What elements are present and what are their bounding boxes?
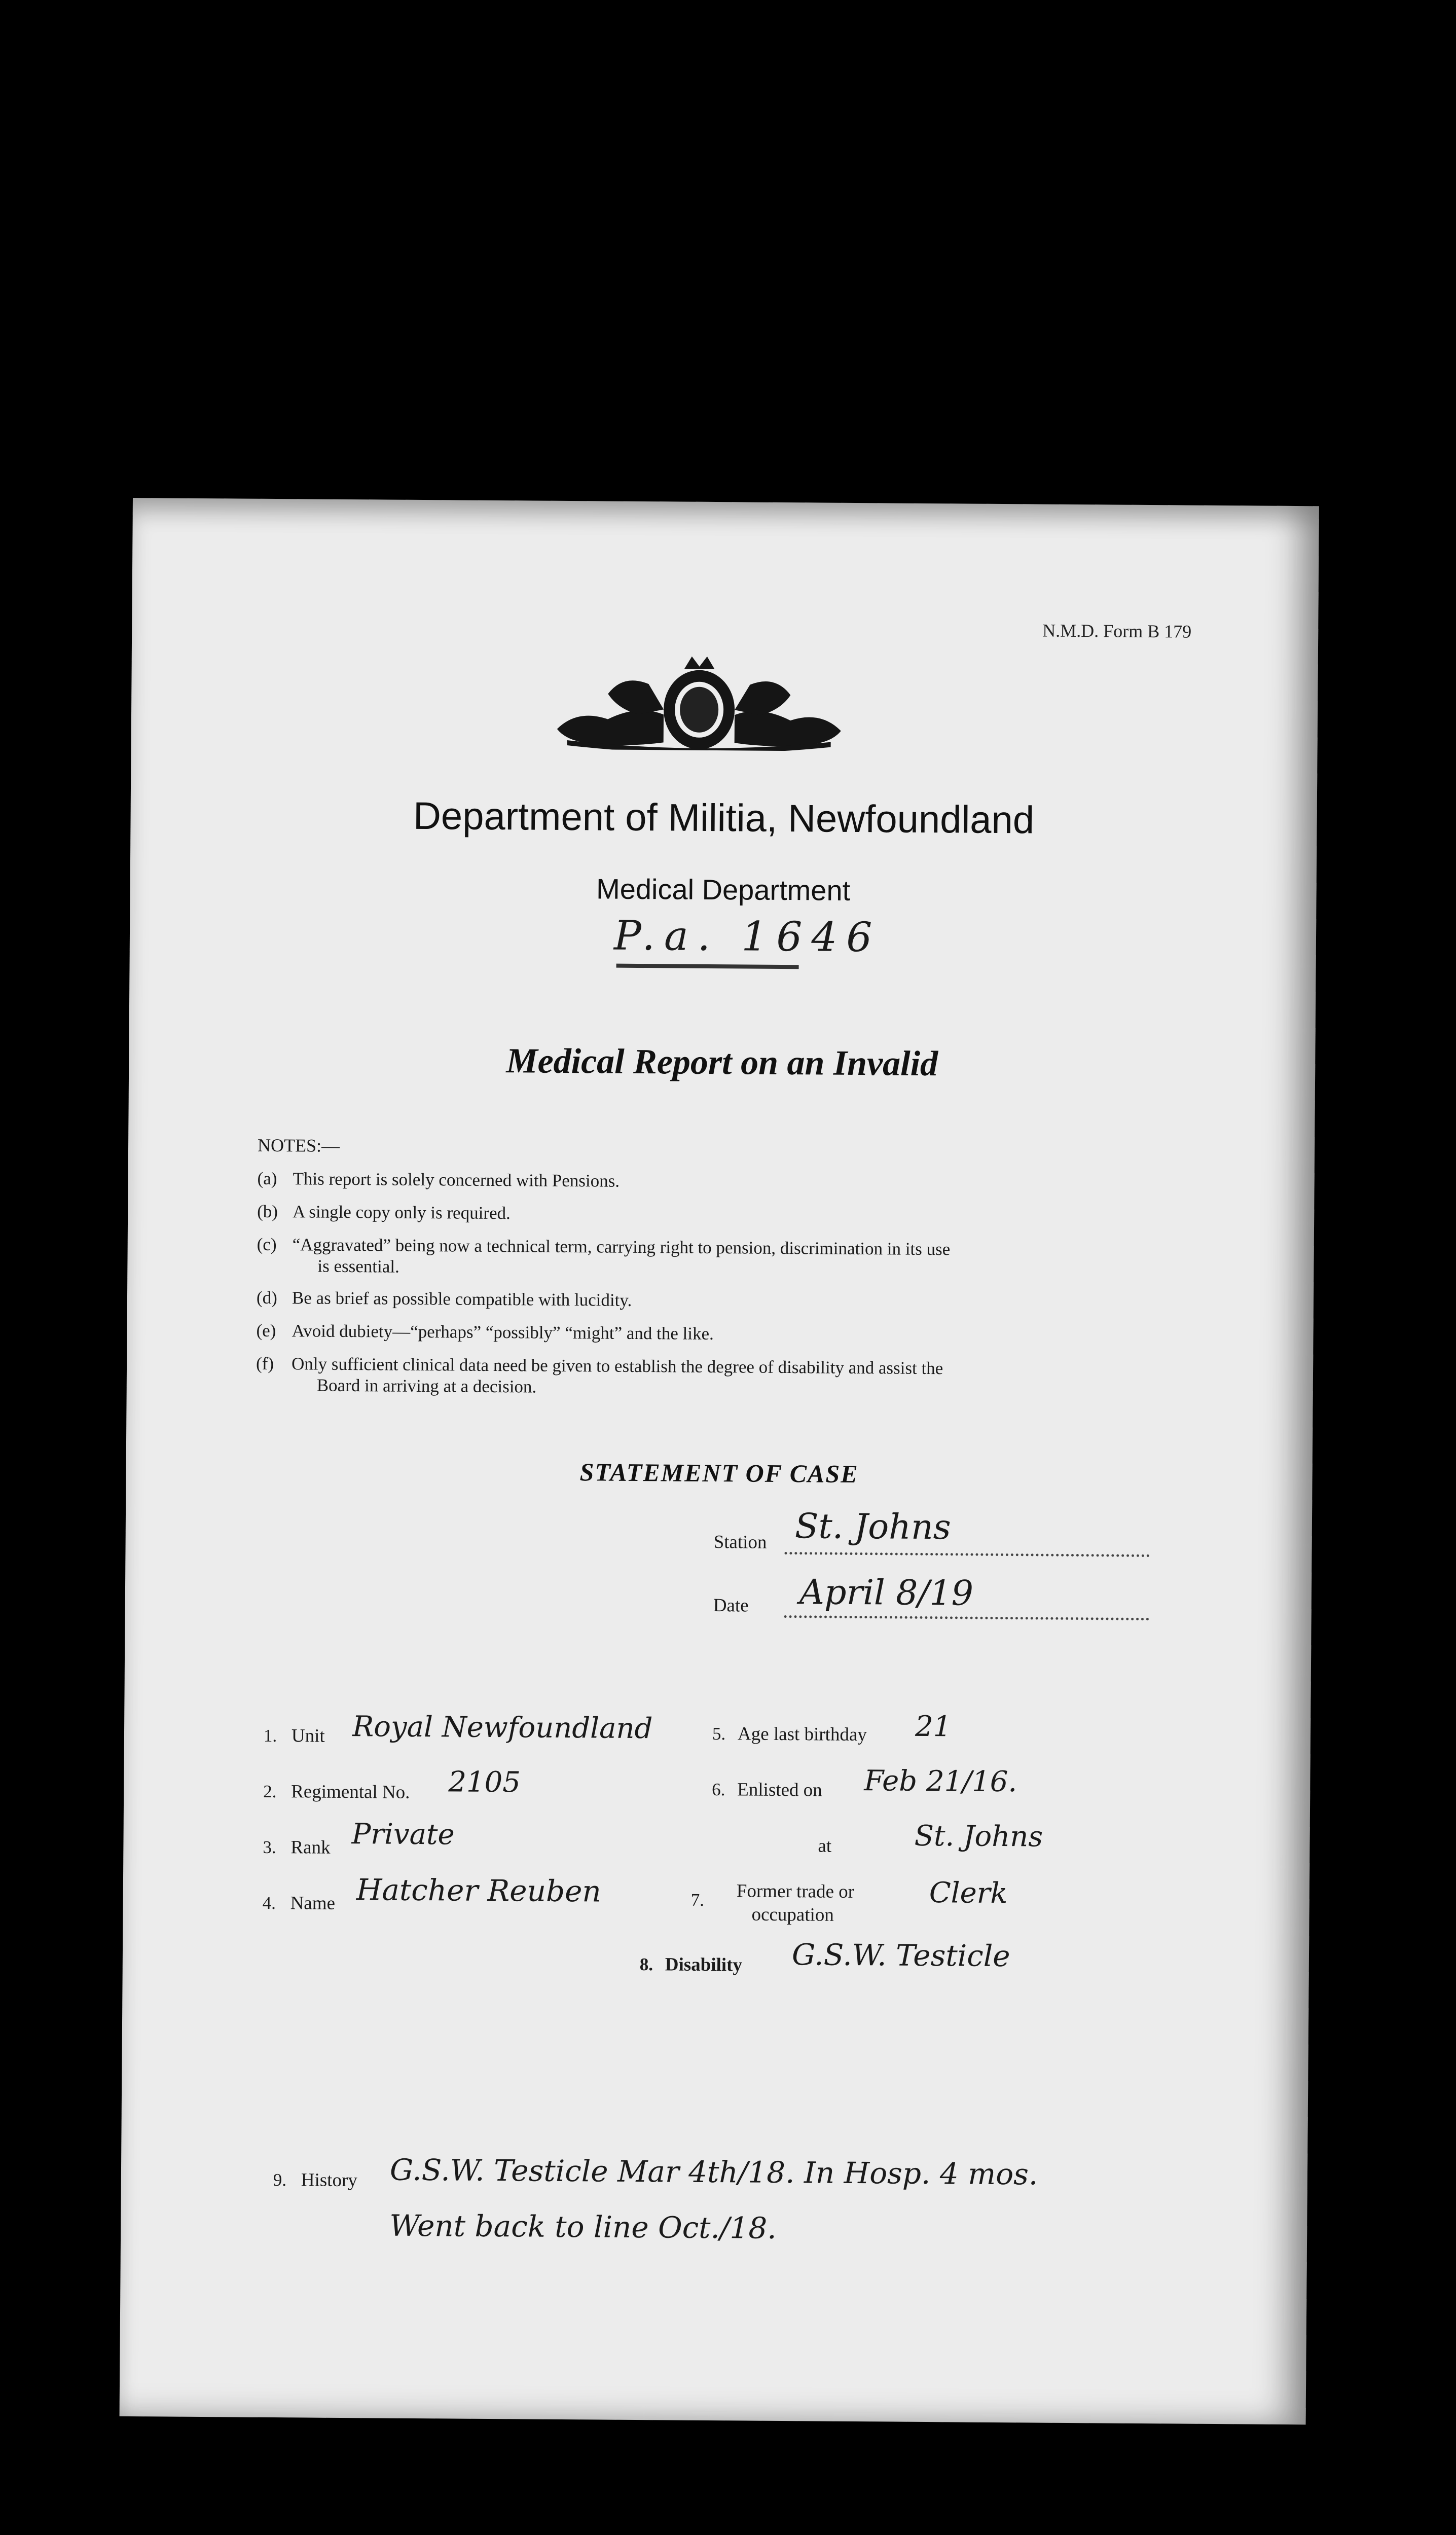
- statement-heading: STATEMENT OF CASE: [579, 1458, 859, 1489]
- unit-number: 1.: [263, 1725, 277, 1746]
- note-e: [256, 1320, 1174, 1348]
- history-number: 9.: [273, 2170, 287, 2190]
- note-continuation: is essential.: [317, 1256, 399, 1277]
- name-label: Name: [290, 1893, 336, 1914]
- enlisted-at-label: at: [818, 1835, 832, 1857]
- medical-report-form: [120, 498, 1319, 2424]
- report-title: Medical Report on an Invalid: [506, 1041, 938, 1084]
- former-trade-number: 7.: [690, 1890, 705, 1910]
- name-number: 4.: [262, 1893, 276, 1913]
- disability-value: G.S.W. Testicle: [791, 1937, 1010, 1974]
- regimental-number-label: Regimental No.: [291, 1781, 410, 1803]
- note-f: [256, 1353, 1174, 1402]
- date-label: Date: [713, 1595, 749, 1616]
- rank-label: Rank: [290, 1837, 331, 1858]
- station-value: St. Johns: [794, 1506, 951, 1548]
- unit-label: Unit: [291, 1725, 325, 1747]
- medical-department-subtitle: Medical Department: [596, 873, 851, 907]
- note-label: (d): [256, 1287, 277, 1308]
- department-title: Department of Militia, Newfoundland: [413, 794, 1035, 842]
- station-label: Station: [713, 1532, 767, 1553]
- former-trade-value: Clerk: [929, 1876, 1008, 1910]
- disability-label: Disability: [665, 1954, 743, 1976]
- history-label: History: [301, 2169, 357, 2191]
- name-value: Hatcher Reuben: [356, 1872, 602, 1909]
- file-reference-underline: [616, 964, 799, 969]
- note-text: This report is solely concerned with Pensions.: [293, 1169, 620, 1191]
- note-text: Avoid dubiety—“perhaps” “possibly” “might” and the like.: [292, 1321, 714, 1344]
- enlisted-at-value: St. Johns: [914, 1819, 1043, 1854]
- enlisted-label: Enlisted on: [737, 1779, 822, 1801]
- note-continuation: Board in arriving at a decision.: [316, 1375, 537, 1397]
- note-label: (b): [257, 1201, 278, 1222]
- age-value: 21: [915, 1710, 952, 1744]
- note-a: [257, 1168, 1175, 1196]
- history-line-2: Went back to line Oct./18.: [389, 2208, 777, 2246]
- note-c: [257, 1234, 1175, 1283]
- note-label: (a): [257, 1168, 277, 1189]
- note-label: (e): [256, 1320, 276, 1341]
- disability-number: 8.: [639, 1954, 653, 1975]
- unit-value: Royal Newfoundland: [352, 1710, 653, 1746]
- file-reference: P.a. 1646: [613, 912, 882, 961]
- royal-coat-of-arms-icon: [547, 653, 852, 751]
- history-line-1: G.S.W. Testicle Mar 4th/18. In Hosp. 4 mos.: [389, 2152, 1038, 2192]
- form-number: N.M.D. Form B 179: [1042, 620, 1192, 642]
- note-d: [257, 1287, 1174, 1315]
- station-dotted-line: [784, 1547, 1149, 1557]
- note-b: [257, 1201, 1175, 1229]
- note-text: A single copy only is required.: [293, 1202, 511, 1223]
- note-text: “Aggravated” being now a technical term, carrying right to pension, discrimination in its use: [292, 1235, 951, 1259]
- note-label: (f): [256, 1353, 274, 1373]
- regimental-number-value: 2105: [448, 1765, 521, 1799]
- regimental-number-index: 2.: [263, 1781, 277, 1802]
- date-value: April 8/19: [799, 1572, 974, 1614]
- occupation-label: occupation: [751, 1904, 834, 1926]
- age-label: Age last birthday: [737, 1723, 867, 1746]
- note-label: (c): [257, 1234, 277, 1255]
- note-text: Be as brief as possible compatible with lucidity.: [292, 1288, 632, 1310]
- notes-heading: NOTES:—: [257, 1135, 340, 1156]
- rank-value: Private: [351, 1818, 455, 1852]
- former-trade-label: Former trade or: [736, 1880, 855, 1903]
- note-text: Only sufficient clinical data need be given to establish the degree of disability and assist the: [291, 1354, 943, 1379]
- enlisted-number: 6.: [712, 1780, 725, 1800]
- enlisted-value: Feb 21/16.: [864, 1764, 1017, 1799]
- age-number: 5.: [712, 1724, 726, 1744]
- rank-number: 3.: [263, 1837, 276, 1858]
